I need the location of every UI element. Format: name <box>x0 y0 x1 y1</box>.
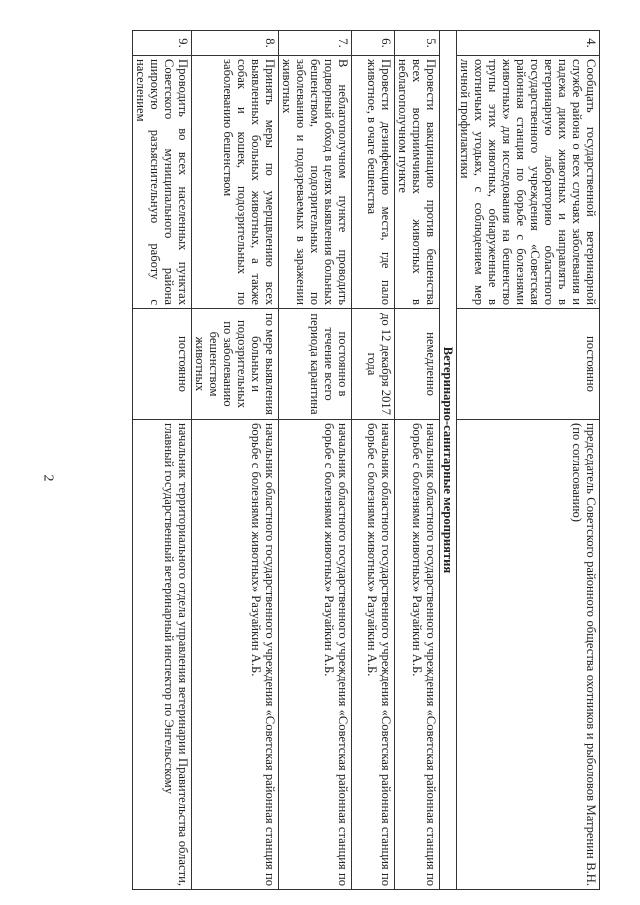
table-row <box>192 31 279 890</box>
term-cell: немедленно <box>395 309 440 420</box>
term-cell: по мере выявления больных и подозрительных по заболеванию бешенством животных <box>192 309 279 420</box>
responsible-cell: начальник областного государственного учреждения «Советская районная станция по борьбе с болезнями животных» Разуайкин А.Б. <box>395 420 440 890</box>
table-row <box>395 31 440 890</box>
section-title: Ветеринарно-санитарные мероприятия <box>440 31 457 890</box>
action-cell: Провести вакцинацию против бешенства всех восприимчивых животных в неблагополучном пункте <box>395 56 440 309</box>
table-row <box>352 31 395 890</box>
action-cell: Принять меры по умерщвлению всех выявленных больных животных, а также собак и кошек, подозрительных по заболеванию бешенством <box>192 56 279 309</box>
table-row <box>457 31 600 890</box>
row-number: 7. <box>279 31 352 56</box>
term-cell: постоянно <box>133 309 192 420</box>
table-row <box>279 31 352 890</box>
responsible-cell: начальник областного государственного учреждения «Советская районная станция по борьбе с болезнями животных» Разуайкин А.Б. <box>279 420 352 890</box>
row-number: 4. <box>457 31 600 56</box>
action-cell: Провести дезинфекцию места, где пало животное, в очаге бешенства <box>352 56 395 309</box>
page-number: 2 <box>40 474 56 482</box>
action-cell: Сообщать государственной ветеринарной службе района о всех случаях заболевания и падежа диких животных и направлять в ветеринарную лабораторию областного государственного учреждения «Советская районная станция по борьбе с болезнями животных» для исследования на бешенство трупы этих животных, обнаруженные в охотничьих угодьях, с соблюдением мер личной профилактики <box>457 56 600 309</box>
term-cell: постоянно <box>457 309 600 420</box>
responsible-cell: начальник территориального отдела управления ветеринарии Правительства области, главный государственный ветеринарный инспектор по Энгельсскому <box>133 420 192 890</box>
responsible-cell: начальник областного государственного учреждения «Советская районная станция по борьбе с болезнями животных» Разуайкин А.Б. <box>192 420 279 890</box>
table-row <box>133 31 192 890</box>
measures-table <box>132 30 600 890</box>
row-number: 5. <box>395 31 440 56</box>
action-cell: Проводить во всех населенных пунктах Советского муниципального района широкую разъяснительную работу с населением <box>133 56 192 309</box>
action-cell: В неблагополучном пункте проводить подворный обход в целях выявления больных бешенством, подозрительных по заболеванию и подозреваемых в заражении животных <box>279 56 352 309</box>
responsible-cell: начальник областного государственного учреждения «Советская районная станция по борьбе с болезнями животных» Разуайкин А.Б. <box>352 420 395 890</box>
row-number: 8. <box>192 31 279 56</box>
term-cell: постоянно в течение всего периода карантина <box>279 309 352 420</box>
section-header-row <box>440 31 457 890</box>
row-number: 9. <box>133 31 192 56</box>
term-cell: до 12 декабря 2017 года <box>352 309 395 420</box>
row-number: 6. <box>352 31 395 56</box>
responsible-cell: председатель Советского районного общества охотников и рыболовов Матренин В.Н. (по согласованию) <box>457 420 600 890</box>
